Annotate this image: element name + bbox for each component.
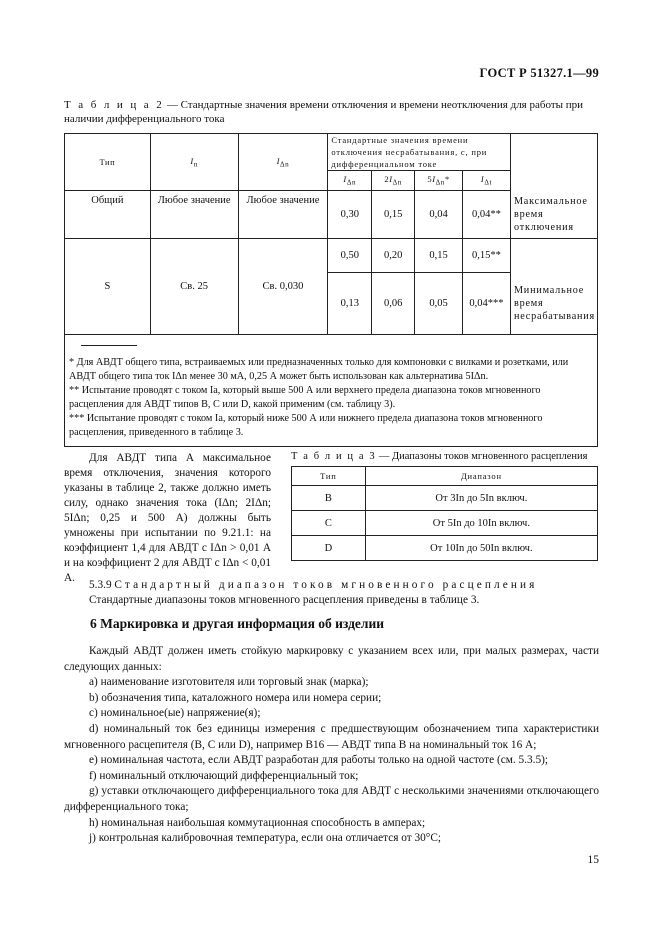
t2-r1-v2: 0,15 [372,191,415,239]
t2-head-type: Тип [65,134,151,191]
section6-item-e: e) номинальная частота, если АВДТ разработан для работы только на одной частоте (см. 5.3.5); [89,754,549,767]
t3-r2-range: От 5In до 10In включ. [365,511,597,536]
t2-r2-remark [510,239,597,273]
section6-item-h: h) номинальная наибольшая коммутационная способность в амперах; [89,816,426,829]
t2-footnotes [65,335,598,447]
t2-r2-v3: 0,15 [415,239,463,273]
footnote-3: *** Испытание проводят с током Ia, который ниже 500 А или нижнего предела диапазона токов мгновенного расцепления, приведенного в таблице 3. [69,413,543,438]
footnote-2: ** Испытание проводят с током Ia, который выше 500 А или верхнего предела диапазона токов мгновенного расцепления для АВДТ типов В, С или D, какой применим (см. таблицу 3). [69,385,541,410]
type-a-paragraph: Для АВДТ типа А максимальное время отключения, значения которого указаны в таблице 2, также должно иметь силу, однако значения тока (IΔn; 2IΔn; 5IΔn; 0,25 и 500 А) должны быть умножены при испытании по 9.21.1: на коэффициент 1,4 для АВДТ с IΔn > 0,01 А и на коэффициент 2 для АВДТ с IΔn < 0,01 А. [64,452,271,584]
table3-caption: Т а б л и ц а 3 — Диапазоны токов мгновенного расцепления [291,451,588,462]
t2-r3-v1: 0,13 [328,273,372,335]
t2-r3-v2: 0,06 [372,273,415,335]
t3-r1-type: B [292,486,366,511]
t2-r3-remark: Минимальное время несрабатывания [510,273,597,335]
section6-item-c: c) номинальное(ые) напряжение(я); [89,707,261,720]
section6-item-f: f) номинальный отключающий дифференциальный ток; [89,769,359,782]
t2-r1-in: Любое значение [150,191,238,239]
t2-head-c4: $I_{\Delta t}$ [463,171,511,191]
t2-r1-v4: 0,04** [463,191,511,239]
t2-head-std-values: Стандартные значения времени отключения несрабатывания, с, при дифференциальном токе [328,134,511,171]
table2 [64,133,598,447]
section6-item-d: d) номинальный ток без единицы измерения с предшествующим обозначением типа характеристики мгновенного расцепителя (В, С или D), например В16 — АВДТ типа В на номинальный ток 16 А; [64,722,599,751]
section6-title: 6 Маркировка и другая информация об изделии [90,616,385,631]
t3-r1-range: От 3In до 5In включ. [365,486,597,511]
t2-r3-v4: 0,04*** [463,273,511,335]
t2-r2-v1: 0,50 [328,239,372,273]
table2-caption: Т а б л и ц а 2 — Стандартные значения времени отключения и времени неотключения для работы при наличии дифференциального тока [64,99,584,125]
t3-r3-range: От 10In до 50In включ. [365,536,597,561]
t2-r1-remark: Максимальное время отключения [510,191,597,239]
clause-539-heading: 5.3.9 Стандартный диапазон токов мгновенного расцепления [89,579,538,591]
t3-head-range: Диапазон [365,467,597,486]
section6-item-b: b) обозначения типа, каталожного номера или номера серии; [89,691,382,704]
section6-item-g: g) уставки отключающего дифференциального тока для АВДТ с несколькими значениями отключающего дифференциального тока; [64,785,599,813]
t2-head-remark [510,134,597,191]
t2-head-c3: $5I_{\Delta n}*$ [415,171,463,191]
t3-head-type: Тип [292,467,366,486]
t2-r1-v1: 0,30 [328,191,372,239]
t2-head-c2: $2I_{\Delta n}$ [372,171,415,191]
t2-r2-v2: 0,20 [372,239,415,273]
table3 [291,466,598,561]
t2-r1-v3: 0,04 [415,191,463,239]
section6-item-j: j) контрольная калибровочная температура, если она отличается от 30°С; [89,832,441,845]
clause-539-text: Стандартные диапазоны токов мгновенного расцепления приведены в таблице 3. [89,594,480,606]
section6-item-a: a) наименование изготовителя или торговый знак (марка); [89,676,369,689]
t2-r2-in: Св. 25 [150,239,238,335]
t2-r2-v4: 0,15** [463,239,511,273]
t2-r1-idn: Любое значение [238,191,328,239]
section6-intro: Каждый АВДТ должен иметь стойкую маркировку с указанием всех или, при малых размерах, части следующих данных: [64,645,599,673]
section6-body [64,644,599,847]
t3-r3-type: D [292,536,366,561]
t3-r2-type: C [292,511,366,536]
footnote-1: * Для АВДТ общего типа, встраиваемых или предназначенных только для компоновки с вилками и розетками, или АВДТ общего типа ток IΔn менее 30 мА, 0,25 А может быть использован как альтернатива 5IΔn. [69,357,569,382]
t2-head-idn: $I_{\Delta n}$ [238,134,328,191]
t2-r3-v3: 0,05 [415,273,463,335]
t2-head-in: $I_n$ [150,134,238,191]
t2-r2-type: S [65,239,151,335]
t2-r1-type: Общий [65,191,151,239]
t2-head-c1: $I_{\Delta n}$ [328,171,372,191]
footnote-rule [81,345,137,346]
document-id-header: ГОСТ Р 51327.1—99 [479,66,599,80]
t2-r2-idn: Св. 0,030 [238,239,328,335]
page-number: 15 [587,854,599,866]
